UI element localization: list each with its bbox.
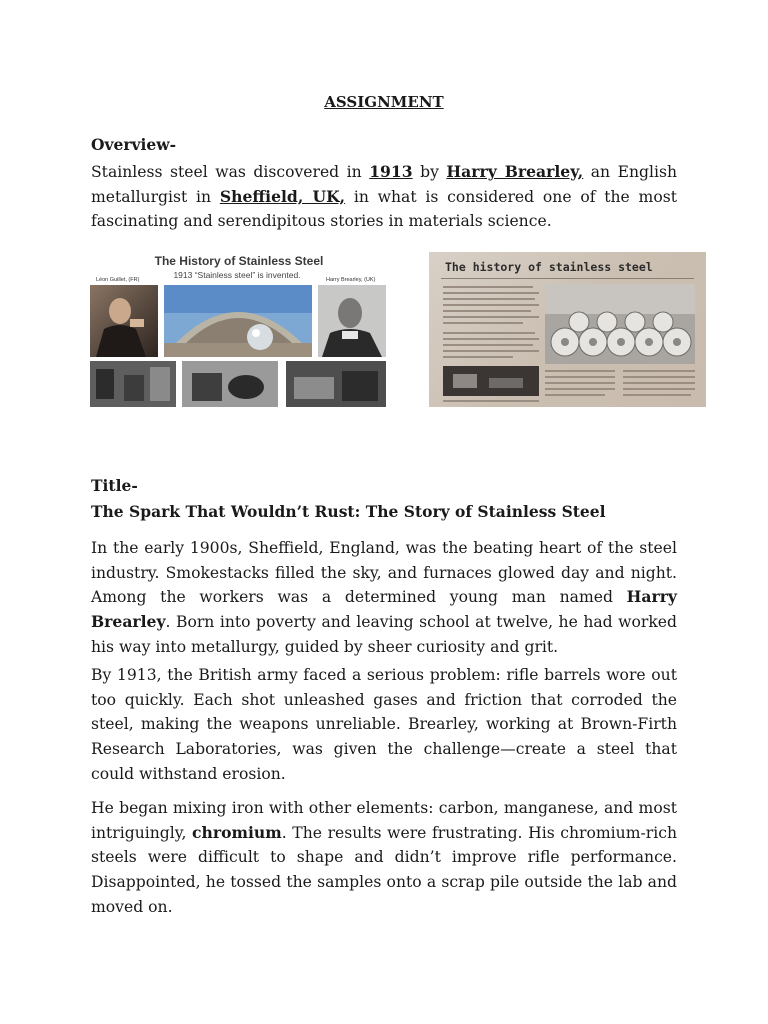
collage-caption-right: Harry Brearley, (UK) [326,277,376,283]
overview-person: Harry Brearley, [446,162,584,181]
overview-paragraph [91,160,677,234]
board-text-line [443,292,539,294]
story-paragraph-3 [91,796,677,920]
history-collage-image [90,250,386,407]
board-text-line [443,350,539,352]
overview-text-1: Stainless steel was discovered in [91,163,370,181]
board-text-line [623,370,695,372]
factory-photo-3 [286,361,386,407]
collage-subtitle: 1913 “Stainless steel” is invented. [173,270,301,280]
board-text-line [545,394,605,396]
history-board-image [429,252,706,407]
board-text-line [443,322,523,324]
board-text-line [443,286,533,288]
story-title: The Spark That Wouldn’t Rust: The Story of Stainless Steel [91,502,606,521]
para1-text-1: In the early 1900s, Sheffield, England, was the beating heart of the steel industry. Smokestacks filled the sky, and furnaces glowed day and night. Among the workers was a determined young man named [91,539,677,607]
board-text-line [443,298,535,300]
overview-text-4: in what is considered one of the most fascinating and serendipitous stories in materials science. [91,187,677,231]
portrait-photo-right [318,285,386,357]
collage-caption-left: Léon Guillet, (FR) [96,277,140,283]
overview-text-3: an English metallurgist in [91,163,677,206]
board-text-line [443,344,533,346]
board-text-line [443,304,539,306]
building-arch-photo [164,285,312,357]
board-text-line [545,370,615,372]
para1-text-2: . Born into poverty and leaving school at twelve, he had worked his way into metallurgy, guided by sheer curiosity and grit. [91,613,677,656]
board-text-line [443,338,539,340]
board-text-line [443,316,539,318]
collage-title: The History of Stainless Steel [154,254,324,268]
para3-text-2: . The results were frustrating. His chromium-rich steels were difficult to shape and didn’t improve rifle performance. Disappointed, he tossed the samples onto a scrap pile outside the lab and moved on. [91,823,677,916]
board-rule [441,278,694,279]
board-text-line [623,394,691,396]
board-text-line [443,332,535,334]
board-text-line [545,388,615,390]
para3-text-1: He began mixing iron with other elements: carbon, manganese, and most intriguingly, [91,799,677,842]
overview-year: 1913 [369,162,413,181]
factory-photo-1 [90,361,176,407]
assignment-heading: ASSIGNMENT [324,93,444,111]
para1-name: Harry Brearley [91,587,677,632]
board-text-line [545,376,615,378]
overview-text-2: by [412,163,447,181]
overview-place: Sheffield, UK, [219,186,346,206]
board-text-line [545,382,615,384]
board-text-line [623,382,695,384]
board-small-photo [443,366,539,396]
para3-chromium: chromium [192,822,282,842]
board-text-line [623,376,695,378]
portrait-photo-left [90,285,158,357]
story-paragraph-1 [91,536,677,660]
steel-coils-photo [545,284,695,364]
overview-label: Overview- [91,135,177,154]
board-title: The history of stainless steel [445,260,653,274]
title-label: Title- [91,476,138,495]
board-text-line [443,400,539,402]
board-text-line [443,310,531,312]
factory-photo-2 [182,361,278,407]
board-text-line [443,356,513,358]
board-text-line [623,388,695,390]
story-paragraph-2: By 1913, the British army faced a serious problem: rifle barrels wore out too quickly. Each shot unleashed gases and friction that corroded the steel, making the weapons unreliable. Brearley, working at Brown-Firth Research Laboratories, was given the challenge—create a steel that could withstand erosion. [91,666,677,783]
